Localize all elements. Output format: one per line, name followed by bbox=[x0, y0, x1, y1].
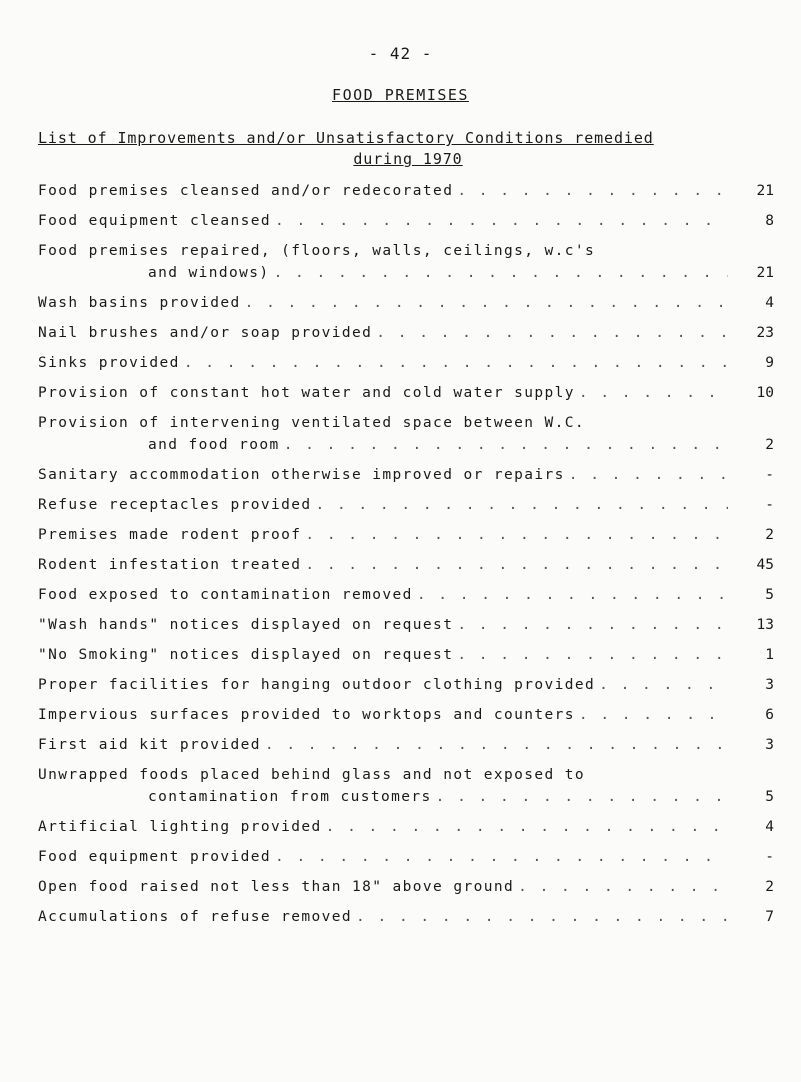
dot-leader bbox=[326, 816, 728, 838]
page-subtitle bbox=[38, 128, 778, 169]
list-item-line bbox=[38, 614, 774, 636]
dot-leader bbox=[599, 674, 728, 696]
list-item bbox=[38, 292, 774, 314]
improvements-list bbox=[38, 180, 774, 936]
dot-leader bbox=[417, 584, 728, 606]
dot-leader bbox=[316, 494, 728, 516]
item-label: "No Smoking" notices displayed on request bbox=[38, 647, 454, 663]
item-label: contamination from customers bbox=[148, 789, 432, 805]
item-count: 3 bbox=[765, 737, 774, 753]
list-item bbox=[38, 876, 774, 898]
dot-leader bbox=[356, 906, 728, 928]
list-item-line bbox=[38, 704, 774, 726]
list-item-line bbox=[38, 554, 774, 576]
item-label: Food premises cleansed and/or redecorated bbox=[38, 183, 454, 199]
list-item bbox=[38, 704, 774, 726]
item-label: Impervious surfaces provided to worktops and counters bbox=[38, 707, 575, 723]
list-item bbox=[38, 352, 774, 374]
item-count: 21 bbox=[756, 183, 774, 199]
item-count: 9 bbox=[765, 355, 774, 371]
item-count: 8 bbox=[765, 213, 774, 229]
dot-leader bbox=[518, 876, 728, 898]
dot-leader bbox=[579, 704, 728, 726]
list-item-line bbox=[38, 210, 774, 232]
list-item-line bbox=[38, 876, 774, 898]
item-count: 2 bbox=[765, 527, 774, 543]
item-count: 13 bbox=[756, 617, 774, 633]
item-label: Food exposed to contamination removed bbox=[38, 587, 413, 603]
item-count: 5 bbox=[765, 789, 774, 805]
list-item bbox=[38, 240, 774, 284]
list-item-line bbox=[38, 352, 774, 374]
item-count: 10 bbox=[756, 385, 774, 401]
subtitle-line-2: during 1970 bbox=[353, 150, 463, 168]
dot-leader bbox=[457, 180, 728, 202]
dot-leader bbox=[436, 786, 728, 808]
list-item bbox=[38, 554, 774, 576]
item-count: - bbox=[765, 497, 774, 513]
item-label: "Wash hands" notices displayed on request bbox=[38, 617, 454, 633]
dot-leader bbox=[569, 464, 728, 486]
list-item-line bbox=[38, 464, 774, 486]
item-count: 6 bbox=[765, 707, 774, 723]
item-label: Artificial lighting provided bbox=[38, 819, 322, 835]
list-item bbox=[38, 734, 774, 756]
dot-leader bbox=[305, 554, 728, 576]
list-item bbox=[38, 180, 774, 202]
list-item-line bbox=[38, 644, 774, 666]
list-item-line bbox=[38, 262, 774, 284]
list-item bbox=[38, 464, 774, 486]
list-item-line bbox=[38, 734, 774, 756]
list-item bbox=[38, 846, 774, 868]
item-label: Food equipment cleansed bbox=[38, 213, 271, 229]
item-label: Premises made rodent proof bbox=[38, 527, 302, 543]
list-item bbox=[38, 614, 774, 636]
list-item-line bbox=[38, 494, 774, 516]
item-count: 2 bbox=[765, 879, 774, 895]
item-label: Provision of constant hot water and cold water supply bbox=[38, 385, 575, 401]
dot-leader bbox=[184, 352, 728, 374]
list-item bbox=[38, 210, 774, 232]
list-item-line bbox=[38, 434, 774, 456]
dot-leader bbox=[274, 262, 728, 284]
item-label: and windows) bbox=[148, 265, 270, 281]
list-item-line bbox=[38, 180, 774, 202]
dot-leader bbox=[245, 292, 728, 314]
list-item bbox=[38, 382, 774, 404]
item-label: Nail brushes and/or soap provided bbox=[38, 325, 373, 341]
item-count: 23 bbox=[756, 325, 774, 341]
item-count: 4 bbox=[765, 295, 774, 311]
list-item-line bbox=[38, 584, 774, 606]
list-item-line bbox=[38, 240, 774, 262]
item-count: 45 bbox=[756, 557, 774, 573]
list-item bbox=[38, 816, 774, 838]
item-label: Open food raised not less than 18" above ground bbox=[38, 879, 515, 895]
list-item bbox=[38, 524, 774, 546]
list-item-line bbox=[38, 906, 774, 928]
item-label: Sinks provided bbox=[38, 355, 180, 371]
list-item-line bbox=[38, 846, 774, 868]
list-item-line bbox=[38, 382, 774, 404]
list-item-line bbox=[38, 322, 774, 344]
item-count: - bbox=[765, 467, 774, 483]
list-item-line bbox=[38, 816, 774, 838]
item-count: 3 bbox=[765, 677, 774, 693]
item-label: Provision of intervening ventilated space between W.C. bbox=[38, 415, 586, 431]
item-label: and food room bbox=[148, 437, 280, 453]
item-label: Sanitary accommodation otherwise improved or repairs bbox=[38, 467, 565, 483]
item-count: 21 bbox=[756, 265, 774, 281]
item-count: 5 bbox=[765, 587, 774, 603]
list-item bbox=[38, 764, 774, 808]
item-count: 7 bbox=[765, 909, 774, 925]
item-count: 2 bbox=[765, 437, 774, 453]
list-item-line bbox=[38, 764, 774, 786]
dot-leader bbox=[275, 210, 728, 232]
dot-leader bbox=[579, 382, 728, 404]
list-item bbox=[38, 906, 774, 928]
dot-leader bbox=[376, 322, 728, 344]
list-item bbox=[38, 584, 774, 606]
dot-leader bbox=[457, 614, 728, 636]
subtitle-line-1: List of Improvements and/or Unsatisfactory Conditions remedied bbox=[38, 129, 654, 147]
list-item bbox=[38, 322, 774, 344]
list-item-line bbox=[38, 786, 774, 808]
item-count: - bbox=[765, 849, 774, 865]
item-label: Food equipment provided bbox=[38, 849, 271, 865]
item-label: Food premises repaired, (floors, walls, ceilings, w.c's bbox=[38, 243, 596, 259]
list-item-line bbox=[38, 412, 774, 434]
list-item-line bbox=[38, 292, 774, 314]
list-item bbox=[38, 644, 774, 666]
dot-leader bbox=[305, 524, 728, 546]
list-item-line bbox=[38, 524, 774, 546]
list-item bbox=[38, 494, 774, 516]
list-item bbox=[38, 674, 774, 696]
item-label: Unwrapped foods placed behind glass and not exposed to bbox=[38, 767, 586, 783]
page-number: - 42 - bbox=[368, 44, 433, 63]
list-item bbox=[38, 412, 774, 456]
item-count: 4 bbox=[765, 819, 774, 835]
item-count: 1 bbox=[765, 647, 774, 663]
item-label: Wash basins provided bbox=[38, 295, 241, 311]
item-label: Proper facilities for hanging outdoor clothing provided bbox=[38, 677, 596, 693]
item-label: Accumulations of refuse removed bbox=[38, 909, 353, 925]
list-item-line bbox=[38, 674, 774, 696]
item-label: Rodent infestation treated bbox=[38, 557, 302, 573]
item-label: First aid kit provided bbox=[38, 737, 261, 753]
dot-leader bbox=[284, 434, 728, 456]
item-label: Refuse receptacles provided bbox=[38, 497, 312, 513]
dot-leader bbox=[275, 846, 728, 868]
dot-leader bbox=[265, 734, 728, 756]
dot-leader bbox=[457, 644, 728, 666]
page-title: FOOD PREMISES bbox=[332, 86, 469, 104]
